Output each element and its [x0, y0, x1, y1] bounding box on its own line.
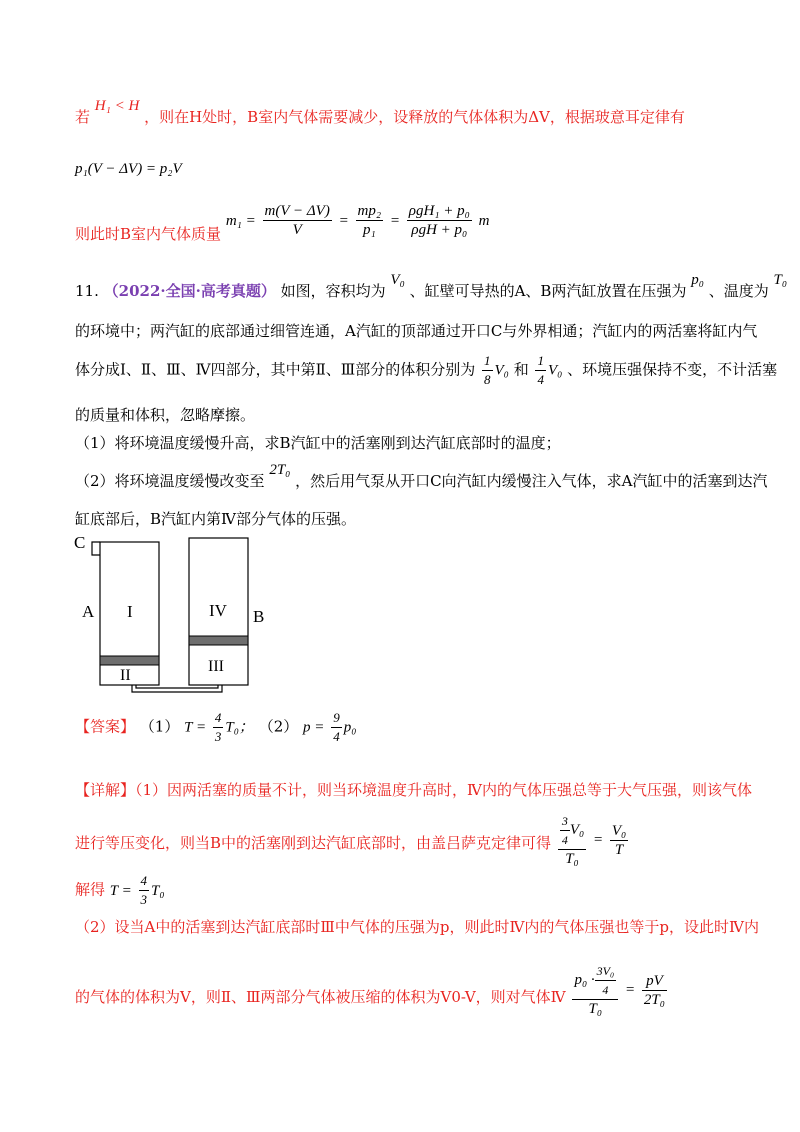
piston-a	[100, 656, 159, 665]
label-iv: IV	[209, 601, 227, 620]
text: 、环境压强保持不变，不计活塞	[567, 360, 778, 379]
text: （2）将环境温度缓慢改变至	[75, 472, 265, 490]
math: 2T₀	[269, 462, 291, 478]
math: V₀	[547, 362, 563, 379]
fraction: $\frac{\text{V₀}}{T}$	[611, 822, 627, 858]
explanation-line5	[75, 962, 669, 1018]
fraction: $\frac{pV}{\text{2T₀}}$	[643, 972, 665, 1008]
math: T₀	[773, 272, 788, 288]
explanation-line4: （2）设当A中的活塞到达汽缸底部时Ⅲ中气体的压强为p，则此时Ⅳ内的气体压强也等于p，设此时Ⅳ内	[75, 918, 760, 936]
answer-label: 【答案】	[75, 717, 136, 736]
math: p₀	[343, 719, 357, 736]
text: 如图，容积均为	[280, 282, 386, 300]
text: （1）因两活塞的质量不计，则当环境温度升高时，Ⅳ内的气体压强总等于大气压强，则该气体	[135, 781, 753, 799]
text: 体分成Ⅰ、Ⅱ、Ⅲ、Ⅳ四部分，其中第Ⅱ、Ⅲ部分的体积分别为	[75, 360, 476, 379]
math: V₀	[390, 272, 405, 288]
math: T =	[109, 882, 132, 899]
q11-part1: （1）将环境温度缓慢升高，求B汽缸中的活塞刚到达汽缸底部时的温度；	[75, 434, 561, 452]
math: p =	[303, 719, 325, 736]
text: ，然后用气泵从开口C向汽缸内缓慢注入气体，求A汽缸中的活塞到达汽	[295, 472, 768, 490]
line-condition	[75, 98, 685, 127]
q11-part2	[75, 462, 768, 491]
math: =	[389, 212, 400, 229]
label-i: I	[127, 602, 133, 621]
math-eq: p₁(V − ΔV) = p₂V	[75, 161, 182, 177]
fraction: $\frac{1}{8}$	[484, 353, 491, 387]
fraction: $\frac{4}{3}$	[214, 710, 222, 744]
q11-line1	[75, 272, 788, 301]
piston-b	[189, 636, 248, 645]
fraction: $\frac{3}{4}$ V₀ T₀	[558, 812, 586, 868]
q11-line3	[75, 352, 777, 389]
fraction: $\frac{9}{4}$	[333, 710, 340, 744]
math: p₀	[691, 272, 704, 288]
math: V₀	[494, 362, 509, 379]
text: 和	[513, 360, 529, 379]
question-source: （2022·全国·高考真题）	[103, 282, 276, 300]
text: 进行等压变化，则当B中的活塞刚到达汽缸底部时，由盖吕萨克定律可得	[75, 834, 552, 852]
label-c: C	[74, 533, 86, 552]
text: （1）	[139, 717, 180, 736]
fraction: $\frac{\text{ρgH₁ + p₀}}{\text{ρgH + p₀}}$	[408, 203, 470, 238]
math: m	[478, 212, 490, 229]
text: 解得	[75, 880, 106, 899]
math: =	[624, 982, 636, 998]
fraction: $\frac{m(V - \Delta V)}{V}$	[264, 203, 330, 238]
fraction: p₀ · $\frac{\text{3V₀}}{4}$ T₀	[572, 962, 618, 1018]
explanation-line2	[75, 812, 630, 868]
answer-line	[75, 709, 356, 746]
question-number: 11.	[75, 282, 99, 300]
text: 、缸壁可导热的A、B两汽缸放置在压强为	[409, 282, 687, 300]
fraction: $\frac{1}{4}$	[537, 353, 544, 387]
text: 的气体的体积为V，则Ⅱ、Ⅲ两部分气体被压缩的体积为V0-V，则对气体Ⅳ	[75, 988, 566, 1006]
math: =	[338, 212, 349, 229]
label-a: A	[82, 602, 95, 621]
text: （2）	[258, 717, 299, 736]
explanation-label: 【详解】	[75, 781, 136, 799]
q11-line2: 的环境中；两汽缸的底部通过细管连通，A汽缸的顶部通过开口C与外界相通；汽缸内的两活塞将缸内气	[75, 322, 758, 340]
text: 若	[75, 108, 91, 126]
math: T₀；	[225, 719, 254, 736]
label-iii: III	[208, 658, 224, 675]
text: 则此时B室内气体质量	[75, 224, 222, 243]
fraction: $\frac{\text{mp₂}}{\text{p₁}}$	[357, 203, 382, 238]
math: T =	[184, 719, 207, 736]
text: ，则在H处时，B室内气体需要减少，设释放的气体体积为ΔV，根据玻意耳定律有	[144, 108, 685, 126]
math: T₀	[151, 882, 165, 899]
math: m₁ =	[225, 212, 256, 229]
explanation-line1	[75, 779, 752, 800]
line-mass	[75, 202, 490, 243]
opening-c	[92, 542, 100, 555]
math: =	[592, 832, 604, 848]
cylinder-diagram	[72, 533, 292, 698]
equation-boyle	[75, 161, 182, 178]
fraction: $\frac{4}{3}$	[140, 873, 148, 907]
label-ii: II	[120, 667, 131, 684]
label-b: B	[253, 607, 265, 626]
text: 、温度为	[708, 282, 769, 300]
explanation-line3	[75, 872, 165, 909]
q11-line4: 的质量和体积，忽略摩擦。	[75, 406, 256, 424]
q11-part2-cont: 缸底部后，B汽缸内第Ⅳ部分气体的压强。	[75, 510, 357, 528]
math-condition: H₁ < H	[94, 98, 140, 114]
